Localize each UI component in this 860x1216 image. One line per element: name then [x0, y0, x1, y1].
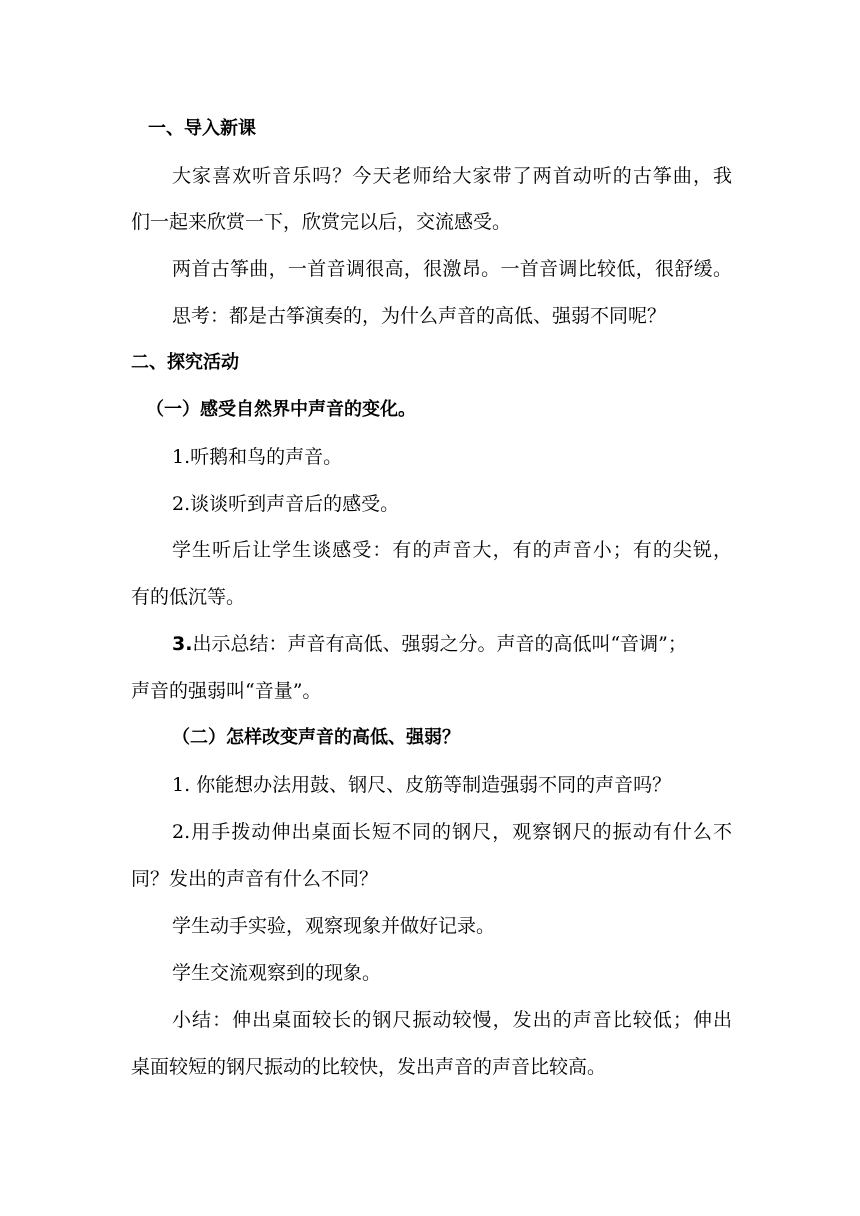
list-item-1-3-line1	[172, 632, 860, 656]
list-item-1-2: 2.谈谈听到声音后的感受。	[172, 493, 400, 515]
list-item-2-1: 1. 你能想办法用鼓、钢尺、皮筋等制造强弱不同的声音吗？	[172, 774, 672, 796]
list-item-1-3-number: 3.	[172, 633, 193, 655]
subsection-heading-2: （二）怎样改变声音的高低、强弱？	[172, 727, 460, 748]
summary-line2: 桌面较短的钢尺振动的比较快，发出声音的声音比较高。	[131, 1056, 607, 1078]
student-feeling-line1: 学生听后让学生谈感受：有的声音大，有的声音小；有的尖锐，	[172, 539, 732, 561]
experiment-paragraph: 学生动手实验，观察现象并做好记录。	[172, 915, 496, 937]
intro-paragraph-2: 两首古筝曲，一首音调很高，很激昂。一首音调比较低，很舒缓。	[172, 258, 732, 280]
summary-line1: 小结：伸出桌面较长的钢尺振动较慢，发出的声音比较低；伸出	[172, 1009, 732, 1031]
intro-question: 思考：都是古筝演奏的，为什么声音的高低、强弱不同呢？	[172, 305, 667, 327]
subsection-heading-1: （一）感受自然界中声音的变化。	[146, 399, 416, 420]
student-feeling-line2: 有的低沉等。	[131, 586, 246, 608]
list-item-2-2-line2: 同？发出的声音有什么不同？	[131, 868, 379, 890]
section-heading-intro: 一、导入新课	[148, 118, 256, 139]
list-item-2-2-line1: 2.用手拨动伸出桌面长短不同的钢尺，观察钢尺的振动有什么不	[172, 821, 732, 843]
observation-paragraph: 学生交流观察到的现象。	[172, 962, 382, 984]
list-item-1-1: 1.听鹅和鸟的声音。	[172, 446, 343, 468]
section-heading-explore: 二、探究活动	[131, 352, 239, 373]
list-item-1-3-line2: 声音的强弱叫“音量”。	[131, 680, 322, 702]
list-item-1-3-text: 出示总结：声音有高低、强弱之分。声音的高低叫“音调”；	[192, 633, 687, 655]
intro-paragraph-line1: 大家喜欢听音乐吗？今天老师给大家带了两首动听的古筝曲，我	[172, 165, 732, 187]
intro-paragraph-line2: 们一起来欣赏一下，欣赏完以后，交流感受。	[131, 211, 512, 233]
